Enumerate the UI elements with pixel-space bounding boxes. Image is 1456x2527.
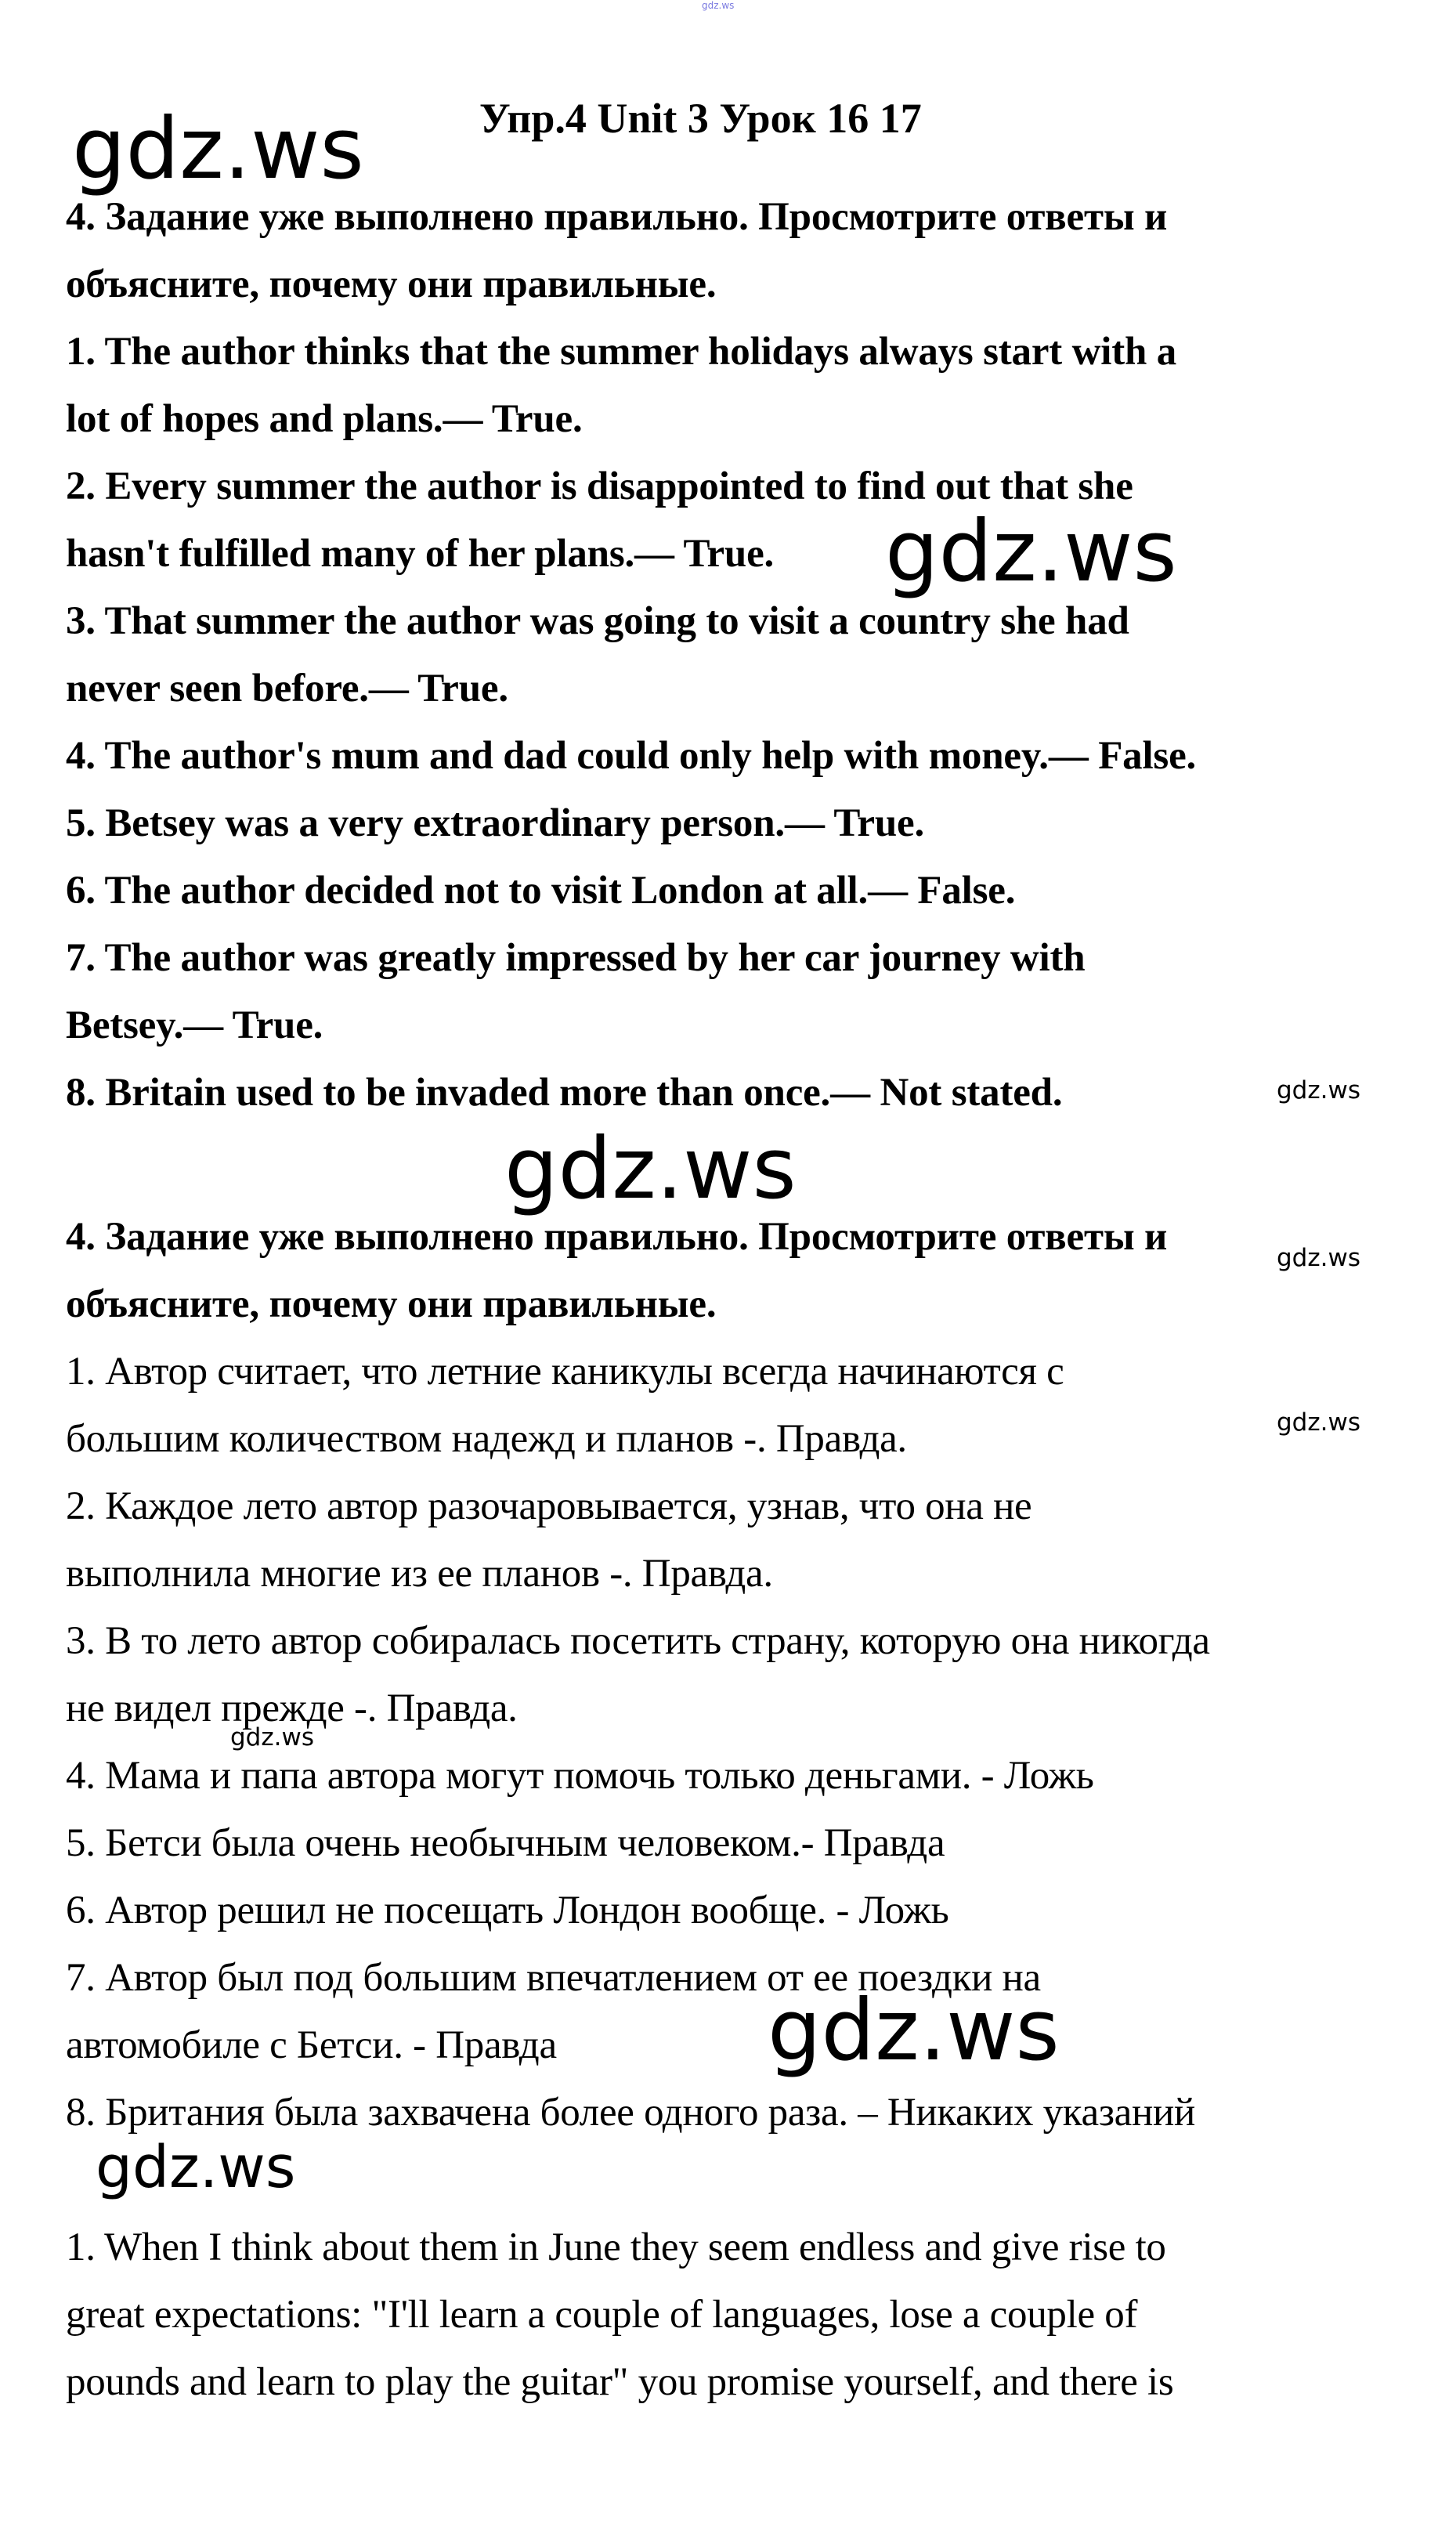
english-line: Betsey.— True.	[66, 1003, 323, 1047]
watermark-top: gdz.ws	[702, 0, 735, 11]
russian-line: 4. Мама и папа автора могут помочь только деньгами. - Ложь	[66, 1754, 1094, 1798]
russian-line: 7. Автор был под большим впечатлением от ее поездки на	[66, 1956, 1041, 2000]
english-line: 3. That summer the author was going to visit a country she had	[66, 599, 1129, 643]
excerpt-line: pounds and learn to play the guitar" you promise yourself, and there is	[66, 2360, 1174, 2404]
watermark-large: gdz.ws	[885, 503, 1177, 601]
excerpt-line: 1. When I think about them in June they seem endless and give rise to	[66, 2225, 1166, 2269]
russian-line: 5. Бетси была очень необычным человеком.- Правда	[66, 1821, 945, 1865]
watermark-small: gdz.ws	[1277, 1244, 1360, 1272]
watermark-large: gdz.ws	[72, 100, 364, 198]
watermark-small: gdz.ws	[1277, 1408, 1360, 1437]
english-line: 2. Every summer the author is disappointed to find out that she	[66, 465, 1133, 508]
russian-line: выполнила многие из ее планов -. Правда.	[66, 1552, 773, 1596]
russian-line: 1. Автор считает, что летние каникулы всегда начинаются с	[66, 1350, 1064, 1394]
english-line: 4. The author's mum and dad could only help with money.— False.	[66, 734, 1197, 778]
russian-line: 2. Каждое лето автор разочаровывается, узнав, что она не	[66, 1484, 1032, 1528]
english-line: 1. The author thinks that the summer holidays always start with a	[66, 330, 1177, 374]
english-line: 8. Britain used to be invaded more than once.— Not stated.	[66, 1071, 1063, 1115]
watermark-medium: gdz.ws	[96, 2134, 296, 2201]
watermark-small: gdz.ws	[230, 1723, 314, 1752]
russian-line: автомобиле с Бетси. - Правда	[66, 2023, 557, 2067]
english-line: never seen before.— True.	[66, 667, 508, 710]
russian-line: большим количеством надежд и планов -. Правда.	[66, 1417, 907, 1461]
russian-heading-line-1: 4. Задание уже выполнено правильно. Просмотрите ответы и	[66, 1215, 1168, 1259]
page-title: Упр.4 Unit 3 Урок 16 17	[479, 95, 922, 142]
russian-line: 8. Британия была захвачена более одного раза. – Никаких указаний	[66, 2091, 1195, 2135]
russian-heading-line-2: объясните, почему они правильные.	[66, 1282, 717, 1326]
english-line: hasn't fulfilled many of her plans.— True.	[66, 532, 775, 576]
english-line: 7. The author was greatly impressed by her car journey with	[66, 936, 1086, 980]
english-line: 6. The author decided not to visit London at all.— False.	[66, 869, 1016, 913]
english-heading-line-2: объясните, почему они правильные.	[66, 262, 717, 306]
russian-line: 6. Автор решил не посещать Лондон вообще. - Ложь	[66, 1889, 949, 1932]
excerpt-line: great expectations: "I'll learn a couple of languages, lose a couple of	[66, 2293, 1138, 2337]
watermark-large: gdz.ws	[504, 1120, 797, 1218]
russian-line: 3. В то лето автор собиралась посетить страну, которую она никогда	[66, 1619, 1210, 1663]
english-line: lot of hopes and plans.— True.	[66, 397, 583, 441]
watermark-small: gdz.ws	[1277, 1076, 1360, 1104]
english-line: 5. Betsey was a very extraordinary person.— True.	[66, 801, 924, 845]
russian-line: не видел прежде -. Правда.	[66, 1686, 518, 1730]
english-heading-line-1: 4. Задание уже выполнено правильно. Просмотрите ответы и	[66, 195, 1168, 239]
watermark-large: gdz.ws	[768, 1982, 1060, 2080]
